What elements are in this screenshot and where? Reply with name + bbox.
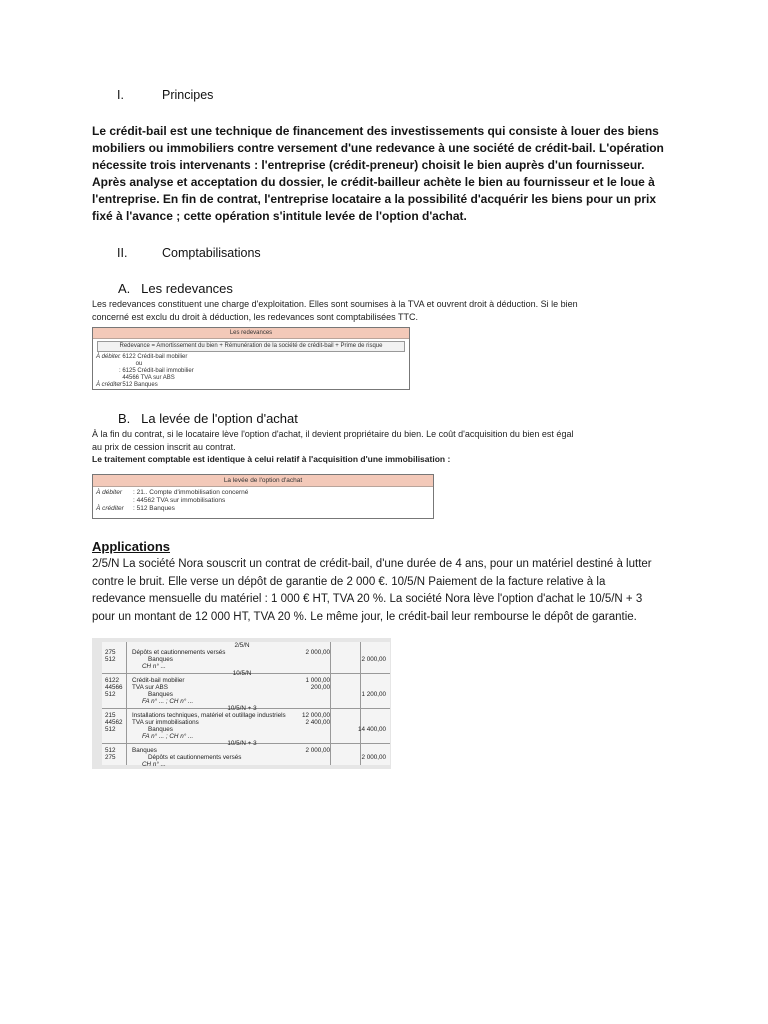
journal-line	[102, 656, 390, 663]
box-title: La levée de l'option d'achat	[93, 475, 433, 487]
row-value: 44566 TVA sur ABS	[119, 375, 175, 381]
intro-line: nécessite trois intervenants : l'entreprise (crédit-preneur) choisit le bien auprès d'un fournisseur.	[92, 158, 645, 172]
journal-line	[102, 754, 390, 761]
redevances-box	[92, 327, 410, 390]
box-row	[93, 354, 409, 361]
applications-text	[92, 556, 742, 626]
text-line: concerné est exclu du droit à déduction, les redevances sont comptabilisées TTC.	[92, 311, 419, 322]
journal-debit: 200,00	[310, 684, 330, 691]
journal-account: 44566	[105, 684, 123, 691]
box-row	[93, 505, 433, 513]
journal-line	[102, 677, 390, 684]
text-line: Les redevances constituent une charge d'exploitation. Elles sont soumises à la TVA et ouvrent droit à déduction. Si le bien	[92, 299, 578, 309]
journal-account: 215	[105, 712, 116, 719]
journal-account: 512	[105, 691, 116, 698]
box-row	[93, 489, 433, 497]
journal-credit: 2 000,00	[361, 656, 386, 663]
journal-label: Banques	[148, 691, 173, 698]
intro-line: Le crédit-bail est une technique de financement des investissements qui consiste à louer des biens	[92, 124, 659, 138]
journal-label: Banques	[148, 726, 173, 733]
subsection-title-redevances: A. Les redevances	[118, 281, 233, 296]
journal-debit: 2 000,00	[305, 747, 330, 754]
journal-line	[102, 761, 390, 768]
journal-debit: 1 000,00	[305, 677, 330, 684]
journal-label: Crédit-bail mobilier	[132, 677, 185, 684]
box-row	[93, 361, 409, 368]
journal-line	[102, 747, 390, 754]
option-achat-box	[92, 474, 434, 519]
row-label: À créditer	[96, 382, 122, 388]
journal-label: CH n° ...	[142, 761, 166, 768]
journal-account: 512	[105, 747, 116, 754]
journal-date: 10/5/N	[232, 670, 252, 677]
journal-entries	[92, 638, 391, 769]
text-line: pour un montant de 12 000 HT, TVA 20 %. Le même jour, le crédit-bail leur rembourse le dépôt de garantie.	[92, 610, 637, 623]
journal-line	[102, 712, 390, 719]
section-title: Comptabilisations	[162, 246, 261, 260]
applications-title: Applications	[92, 539, 171, 554]
journal-line	[102, 719, 390, 726]
journal-sheet	[102, 642, 390, 768]
journal-account: 275	[105, 649, 116, 656]
section-heading-comptabilisations	[117, 246, 367, 262]
box-row	[93, 497, 433, 505]
journal-label: Dépôts et cautionnements versés	[148, 754, 242, 761]
text-line: contre le bruit. Elle verse un dépôt de garantie de 2 000 €. 10/5/N Paiement de la facture relative à la	[92, 575, 606, 588]
journal-label: TVA sur immobilisations	[132, 719, 199, 726]
journal-label: CH n° ...	[142, 663, 166, 670]
journal-line	[102, 698, 390, 705]
subsection-title-option-achat: B. La levée de l'option d'achat	[118, 411, 298, 426]
text-line: 2/5/N La société Nora souscrit un contrat de crédit-bail, d'une durée de 4 ans, pour un matériel destiné à lutter	[92, 558, 652, 570]
journal-date-row	[102, 740, 390, 747]
journal-date-row	[102, 642, 390, 649]
row-value: : 512 Banques	[119, 382, 158, 388]
row-value: : 512 Banques	[133, 505, 175, 512]
journal-date-row	[102, 705, 390, 712]
journal-credit: 2 000,00	[361, 754, 386, 761]
intro-line: Après analyse et acceptation du dossier, le crédit-bailleur achète le bien au fournisseur et le loue à	[92, 175, 655, 189]
intro-paragraph	[92, 123, 732, 225]
intro-line: fixé à l'avance ; cette opération s'intitule levée de l'option d'achat.	[92, 209, 467, 223]
journal-date: 2/5/N	[234, 642, 250, 649]
journal-line	[102, 649, 390, 656]
row-label: À créditer	[96, 505, 124, 512]
section-number: I.	[117, 88, 124, 102]
journal-debit: 2 400,00	[305, 719, 330, 726]
journal-label: Banques	[148, 656, 173, 663]
journal-account: 512	[105, 656, 116, 663]
journal-line	[102, 733, 390, 740]
box-title: Les redevances	[93, 328, 409, 339]
journal-date-row	[102, 670, 390, 677]
journal-account: 44562	[105, 719, 123, 726]
text-line: À la fin du contrat, si le locataire lève l'option d'achat, il devient propriétaire du bien. Le coût d'acquisition du bien est égal	[92, 429, 574, 439]
row-label: À débiter	[96, 489, 123, 496]
text-line: redevance mensuelle du matériel : 1 000 € HT, TVA 20 %. La société Nora lève l'option d'achat le 10/5/N + 3	[92, 593, 643, 605]
row-value: : 6125 Crédit-bail immobilier	[119, 368, 194, 374]
option-achat-text	[92, 428, 732, 466]
journal-label: TVA sur ABS	[132, 684, 168, 691]
journal-account: 275	[105, 754, 116, 761]
row-value: : 44562 TVA sur immobilisations	[133, 497, 226, 504]
intro-line: l'entreprise. En fin de contrat, l'entreprise locataire a la possibilité d'acquérir les biens pour un prix	[92, 192, 657, 206]
journal-date: 10/5/N + 3	[227, 740, 257, 747]
box-formula: Redevance = Amortissement du bien + Rémunération de la société de crédit-bail + Prime de risque	[97, 341, 405, 352]
journal-line	[102, 691, 390, 698]
row-value: : 21.. Compte d'immobilisation concerné	[133, 489, 249, 496]
journal-date: 10/5/N + 3	[227, 705, 257, 712]
journal-debit: 12 000,00	[301, 712, 330, 719]
journal-debit: 2 000,00	[305, 649, 330, 656]
row-value: : 6122 Crédit-bail mobilier	[119, 354, 188, 360]
journal-account: 6122	[105, 677, 120, 684]
journal-credit: 14 400,00	[357, 726, 386, 733]
journal-label: FA n° ... ; CH n° ...	[142, 733, 194, 740]
journal-label: Dépôts et cautionnements versés	[132, 649, 226, 656]
redevances-text	[92, 298, 732, 323]
journal-credit: 1 200,00	[361, 691, 386, 698]
journal-line	[102, 663, 390, 670]
section-number: II.	[117, 246, 128, 260]
text-line: au prix de cession inscrit au contrat.	[92, 441, 236, 452]
text-line-bold: Le traitement comptable est identique à celui relatif à l'acquisition d'une immobilisation :	[92, 454, 451, 464]
journal-label: Installations techniques, matériel et outillage industriels	[132, 712, 286, 719]
journal-line	[102, 684, 390, 691]
journal-account: 512	[105, 726, 116, 733]
journal-line	[102, 726, 390, 733]
row-value: ou	[119, 361, 143, 367]
section-title: Principes	[162, 88, 214, 102]
journal-label: FA n° ... ; CH n° ...	[142, 698, 194, 705]
box-row	[93, 382, 409, 389]
row-label: À débiter	[96, 354, 121, 360]
intro-line: mobiliers ou immobiliers contre versement d'une redevance à une société de crédit-bail. L'opération	[92, 141, 664, 155]
journal-label: Banques	[132, 747, 157, 754]
box-row	[93, 368, 409, 375]
section-heading-principes	[117, 88, 317, 104]
box-row	[93, 375, 409, 382]
